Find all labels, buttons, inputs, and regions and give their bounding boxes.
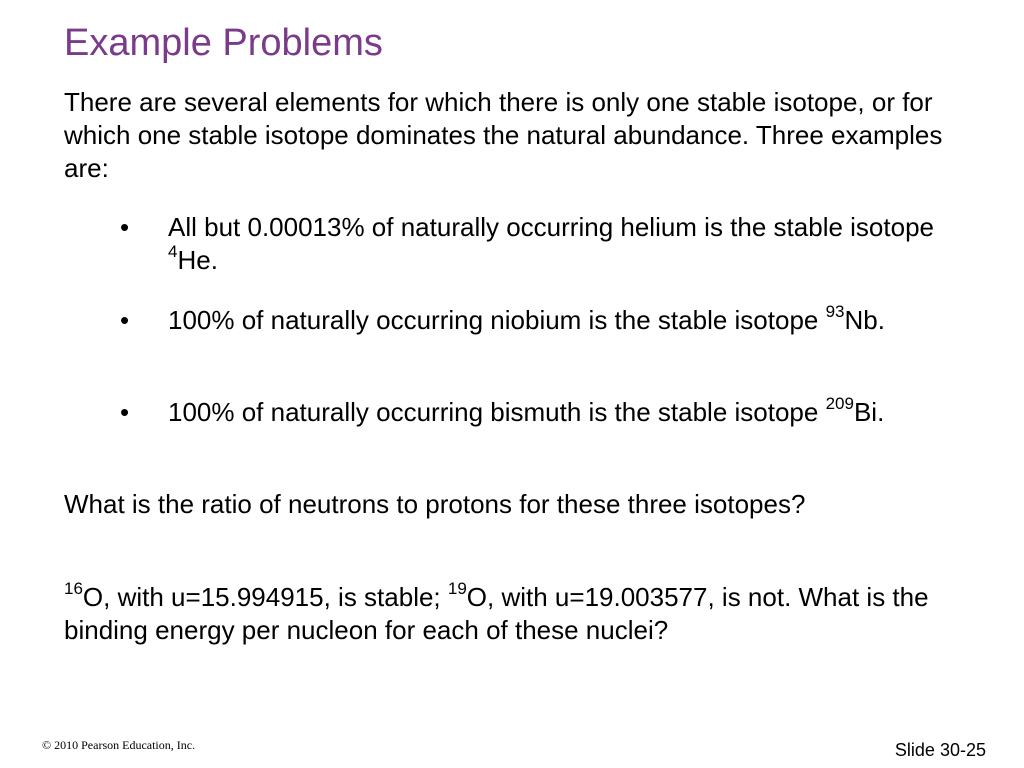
mass-number: 209: [825, 394, 854, 414]
bullet-text: [168, 304, 968, 337]
mass-number: 19: [447, 579, 467, 599]
mass-number: 16: [64, 579, 83, 599]
mass-number: 4: [168, 242, 178, 262]
bullet-body: All but 0.00013% of naturally occurring helium is the stable isotope: [168, 212, 934, 242]
question-ratio: What is the ratio of neutrons to protons for these three isotopes?: [64, 489, 806, 519]
question-binding-energy: [64, 581, 964, 647]
bullet-icon: •: [120, 305, 130, 335]
mass-number: 93: [825, 302, 845, 322]
intro-paragraph: There are several elements for which there is only one stable isotope, or for which one stable isotope dominates the natural abundance. Three examples are:: [64, 87, 943, 183]
bullet-text: [168, 396, 968, 429]
slide-number: Slide 30-25: [894, 740, 986, 760]
bullet-body: 100% of naturally occurring niobium is the stable isotope: [168, 305, 826, 335]
slide-title: Example Problems: [64, 22, 383, 64]
element-symbol: He.: [177, 245, 218, 275]
question-text-part-a: O, with u=15.994915, is stable;: [82, 582, 448, 612]
copyright-notice: © 2010 Pearson Education, Inc.: [42, 738, 196, 752]
element-symbol: Bi.: [853, 397, 885, 427]
bullet-icon: •: [120, 212, 130, 242]
bullet-icon: •: [120, 397, 130, 427]
question-text-part-b: O, with u=19.003577, is not. What is the binding energy per nucleon for each of these nuclei?: [64, 582, 929, 645]
element-symbol: Nb.: [844, 305, 885, 335]
bullet-body: 100% of naturally occurring bismuth is the stable isotope: [168, 397, 826, 427]
bullet-text: [168, 211, 968, 277]
